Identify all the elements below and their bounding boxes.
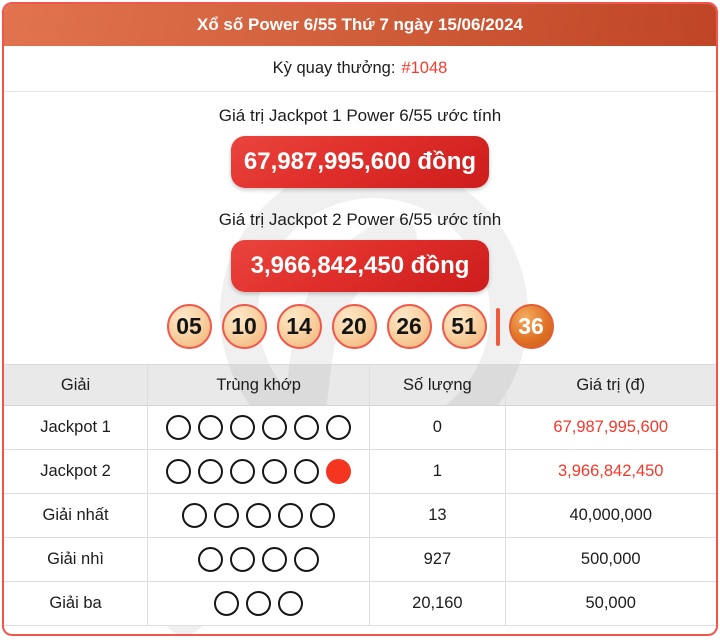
open-circle-icon [326,415,351,440]
column-header: Trùng khớp [147,365,369,405]
open-circle-icon [198,547,223,572]
winner-count: 13 [369,494,504,537]
table-row [4,450,716,494]
prize-table-header [4,365,716,406]
open-circle-icon [262,459,287,484]
open-circle-icon [182,503,207,528]
open-circle-icon [230,415,255,440]
number-ball: 05 [167,304,212,349]
winner-count: 0 [369,406,504,449]
table-row [4,538,716,582]
open-circle-icon [230,459,255,484]
open-circle-icon [214,591,239,616]
open-circle-icon [166,459,191,484]
open-circle-icon [246,591,271,616]
prize-name: Giải ba [49,594,102,612]
open-circle-icon [214,503,239,528]
number-ball: 10 [222,304,267,349]
jackpot1-value: 67,987,995,600 đồng [231,136,489,188]
number-ball: 14 [277,304,322,349]
open-circle-icon [198,459,223,484]
number-ball: 51 [442,304,487,349]
prize-value: 50,000 [505,582,716,625]
match-pattern [147,494,369,537]
open-circle-icon [310,503,335,528]
winner-count: 1 [369,450,504,493]
table-row [4,406,716,450]
jackpot1-label: Giá trị Jackpot 1 Power 6/55 ước tính [218,106,502,125]
match-pattern [147,582,369,625]
open-circle-icon [294,547,319,572]
match-pattern [147,538,369,581]
match-pattern [147,406,369,449]
draw-info [4,46,716,92]
winner-count: 20,160 [369,582,504,625]
column-header: Giá trị (đ) [505,365,716,405]
prize-value: 500,000 [505,538,716,581]
draw-number: #1048 [401,59,448,77]
prize-name: Giải nhì [47,550,104,568]
column-header: Giải [60,375,91,394]
prize-name: Jackpot 1 [40,418,111,436]
prize-value: 67,987,995,600 [505,406,716,449]
number-ball: 26 [387,304,432,349]
column-header: Số lượng [369,365,504,405]
open-circle-icon [230,547,255,572]
jackpot2-value: 3,966,842,450 đồng [231,240,489,292]
prize-table-body [4,406,716,626]
match-pattern [147,450,369,493]
open-circle-icon [294,459,319,484]
open-circle-icon [278,503,303,528]
power-number-ball: 36 [509,304,554,349]
titlebar [4,4,716,46]
page-title: Xổ số Power 6/55 Thứ 7 ngày 15/06/2024 [196,15,524,34]
winning-numbers [4,304,716,349]
open-circle-icon [198,415,223,440]
draw-label: Kỳ quay thưởng: [272,59,396,77]
prize-table [4,364,716,626]
open-circle-icon [294,415,319,440]
prize-value: 40,000,000 [505,494,716,537]
open-circle-icon [246,503,271,528]
open-circle-icon [262,547,287,572]
number-ball: 20 [332,304,377,349]
prize-name: Jackpot 2 [40,462,111,480]
prize-value: 3,966,842,450 [505,450,716,493]
open-circle-icon [262,415,287,440]
jackpot2-label: Giá trị Jackpot 2 Power 6/55 ước tính [218,210,502,229]
power-separator [496,308,500,346]
winner-count: 927 [369,538,504,581]
prize-name: Giải nhất [42,506,109,524]
table-row [4,582,716,626]
table-row [4,494,716,538]
open-circle-icon [166,415,191,440]
power-circle-icon [326,459,351,484]
lottery-result-card [2,2,718,636]
open-circle-icon [278,591,303,616]
